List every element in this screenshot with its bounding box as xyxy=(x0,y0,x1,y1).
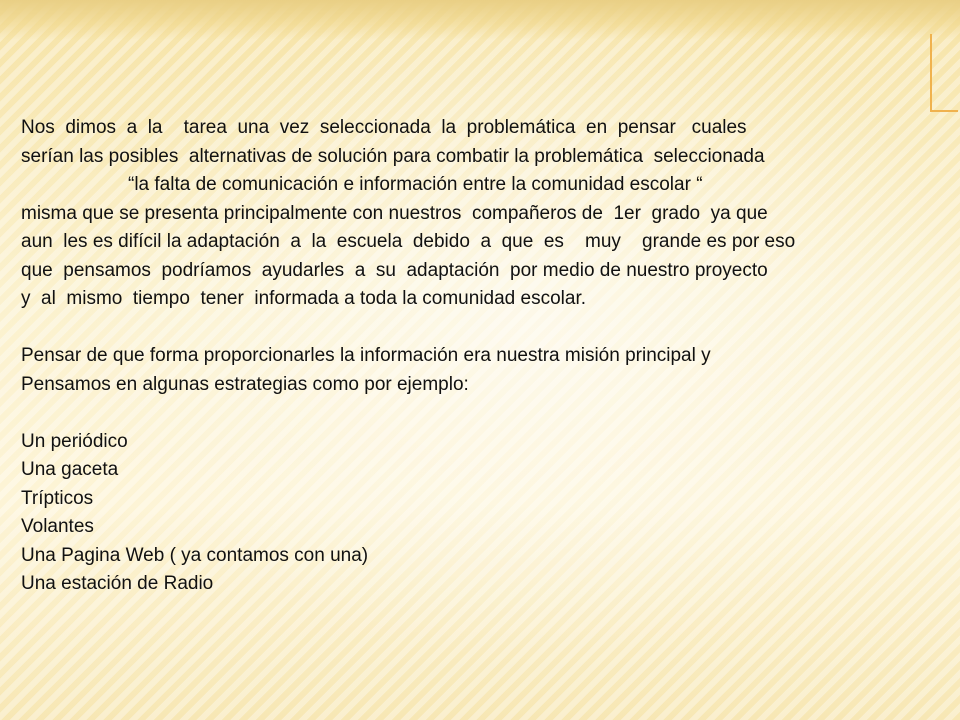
strategy-item: Un periódico xyxy=(21,430,128,452)
intro-paragraph xyxy=(21,114,941,314)
intro-line-7: y al mismo tiempo tener informada a toda la comunidad escolar. xyxy=(21,288,586,309)
intro-line-5: aun les es difícil la adaptación a la escuela debido a que es muy grande es por eso xyxy=(21,231,796,252)
intro-line-4: misma que se presenta principalmente con nuestros compañeros de 1er grado ya que xyxy=(21,202,768,224)
mission-line-2: Pensamos en algunas estrategias como por ejemplo: xyxy=(21,373,469,395)
intro-line-1: Nos dimos a la tarea una vez seleccionada la problemática en pensar cuales xyxy=(21,117,747,138)
corner-accent-mark xyxy=(930,84,958,112)
top-decorative-band xyxy=(0,0,960,40)
strategy-item: Una Pagina Web ( ya contamos con una) xyxy=(21,544,369,566)
mission-line-1: Pensar de que forma proporcionarles la información era nuestra misión principal y xyxy=(21,345,711,366)
strategy-item: Volantes xyxy=(21,516,94,537)
strategy-item: Una gaceta xyxy=(21,459,119,480)
problem-quote: “la falta de comunicación e información entre la comunidad escolar “ xyxy=(128,174,703,195)
paragraph-gap xyxy=(21,314,941,343)
strategy-item: Trípticos xyxy=(21,487,94,509)
mission-paragraph xyxy=(21,342,941,399)
strategy-item: Una estación de Radio xyxy=(21,573,214,594)
intro-line-2: serían las posibles alternativas de solución para combatir la problemática seleccionada xyxy=(21,145,765,167)
intro-line-6: que pensamos podríamos ayudarles a su adaptación por medio de nuestro proyecto xyxy=(21,259,768,281)
strategies-list xyxy=(21,428,941,599)
paragraph-gap xyxy=(21,399,941,428)
slide-body xyxy=(21,114,941,599)
